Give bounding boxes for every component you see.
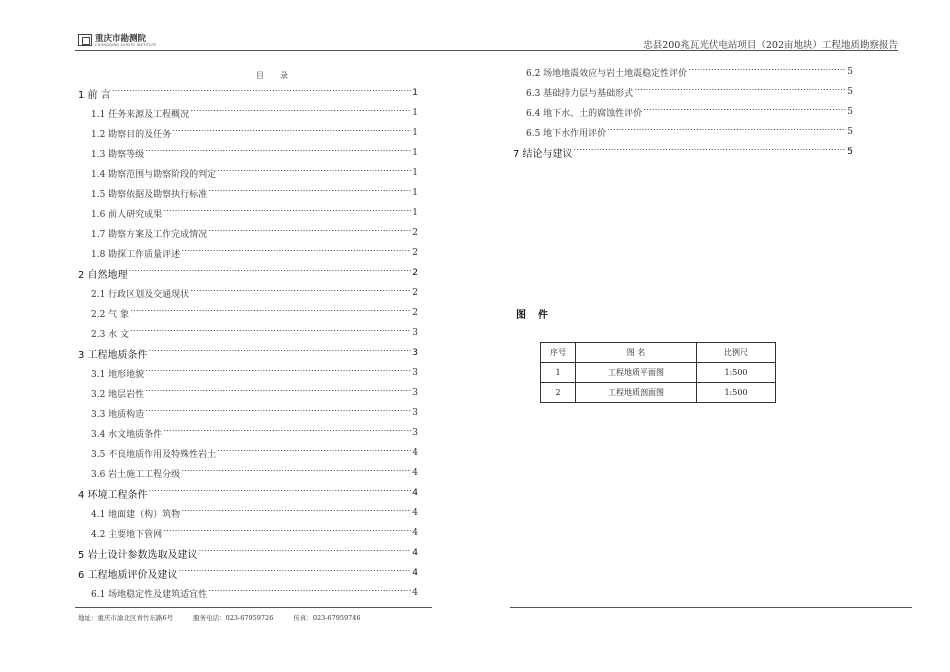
toc-leader-dots: [145, 410, 411, 417]
table-row: [541, 363, 776, 383]
toc-entry[interactable]: [513, 62, 853, 82]
toc-entry-page: 1: [412, 128, 418, 138]
toc-entry-page: 4: [412, 588, 418, 598]
figure-name: 工程地质剖面图: [576, 383, 697, 403]
toc-leader-dots: [181, 470, 411, 477]
toc-entry[interactable]: [78, 563, 418, 583]
toc-leader-dots: [181, 250, 411, 257]
figure-index: 2: [541, 383, 576, 403]
toc-entry-page: 5: [847, 107, 853, 117]
toc-entry-title: 6 工程地质评价及建议: [78, 569, 178, 581]
figures-table-header: [541, 343, 776, 363]
toc-entry[interactable]: [78, 283, 418, 303]
toc-right-column: [513, 62, 853, 162]
toc-entry-title: 3 工程地质条件: [78, 349, 148, 361]
table-row: [541, 383, 776, 403]
toc-entry[interactable]: [78, 423, 418, 443]
toc-entry-page: 4: [412, 528, 418, 538]
toc-entry-title: 2.2 气 象: [91, 309, 130, 320]
toc-entry-title: 3.4 水文地质条件: [91, 429, 163, 440]
toc-heading: [256, 70, 304, 81]
toc-entry-title: 4.2 主要地下管网: [91, 529, 163, 540]
toc-entry-title: 1.1 任务来源及工程概况: [91, 109, 190, 120]
toc-heading-char: 目: [256, 71, 264, 80]
toc-entry[interactable]: [78, 503, 418, 523]
footer-service-phone: 服务电话：023-67959726: [193, 614, 274, 622]
toc-entry[interactable]: [78, 583, 418, 603]
toc-entry-title: 3.1 地形地貌: [91, 369, 145, 380]
toc-entry-page: 1: [412, 208, 418, 218]
toc-entry-page: 4: [412, 548, 418, 558]
toc-entry[interactable]: [78, 463, 418, 483]
figure-name: 工程地质平面图: [576, 363, 697, 383]
toc-entry-title: 3.6 岩土施工工程分级: [91, 469, 181, 480]
column-header-index: 序号: [541, 343, 576, 363]
toc-entry[interactable]: [513, 82, 853, 102]
toc-entry-title: 3.2 地层岩性: [91, 389, 145, 400]
toc-entry-page: 5: [847, 87, 853, 97]
toc-leader-dots: [208, 190, 411, 197]
toc-entry-page: 5: [847, 67, 853, 77]
figures-heading: [516, 306, 560, 321]
toc-leader-dots: [130, 310, 411, 317]
figure-scale: 1:500: [697, 363, 776, 383]
toc-leader-dots: [607, 129, 846, 136]
toc-entry-page: 3: [412, 408, 418, 418]
toc-entry-title: 1.5 勘察依据及勘察执行标准: [91, 189, 208, 200]
toc-entry[interactable]: [513, 102, 853, 122]
toc-entry-page: 4: [412, 468, 418, 478]
footer-divider: [75, 607, 432, 608]
institute-logo: [78, 33, 188, 49]
toc-entry[interactable]: [78, 103, 418, 123]
toc-entry-title: 4 环境工程条件: [78, 489, 148, 501]
header-divider: [75, 50, 898, 51]
toc-entry[interactable]: [78, 323, 418, 343]
figures-heading-char: 件: [538, 310, 548, 321]
toc-leader-dots: [149, 490, 412, 497]
toc-leader-dots: [688, 69, 846, 76]
toc-entry-page: 3: [412, 328, 418, 338]
toc-entry-page: 4: [412, 448, 418, 458]
figures-table: [540, 342, 776, 403]
toc-entry-page: 3: [412, 348, 418, 358]
toc-entry-title: 2.1 行政区划及交通现状: [91, 289, 190, 300]
report-title: 忠县200兆瓦光伏电站项目（202亩地块）工程地质勘察报告: [643, 40, 898, 51]
institute-emblem-icon: [78, 34, 92, 46]
toc-entry-title: 1.7 勘察方案及工作完成情况: [91, 229, 208, 240]
toc-leader-dots: [172, 130, 411, 137]
toc-entry-page: 2: [412, 308, 418, 318]
toc-entry-page: 1: [412, 148, 418, 158]
toc-entry-title: 3.5 不良地质作用及特殊性岩土: [91, 449, 217, 460]
toc-entry-title: 5 岩土设计参数选取及建议: [78, 549, 198, 561]
toc-entry-title: 4.1 地面建（构）筑物: [91, 509, 181, 520]
toc-entry-title: 7 结论与建议: [513, 148, 573, 160]
toc-entry-title: 2.3 水 文: [91, 329, 130, 340]
toc-leader-dots: [149, 350, 412, 357]
toc-entry-page: 5: [847, 147, 853, 157]
figure-scale: 1:500: [697, 383, 776, 403]
toc-leader-dots: [208, 590, 411, 597]
toc-entry[interactable]: [78, 223, 418, 243]
toc-entry-page: 2: [412, 288, 418, 298]
toc-entry-title: 6.3 基础持力层与基础形式: [526, 88, 634, 99]
toc-entry-title: 1.4 勘察范围与勘察阶段的判定: [91, 169, 217, 180]
toc-entry[interactable]: [78, 243, 418, 263]
toc-entry-title: 6.2 场地地震效应与岩土地震稳定性评价: [526, 68, 688, 79]
toc-entry-page: 3: [412, 368, 418, 378]
toc-entry-title: 6.1 场地稳定性及建筑适宜性: [91, 589, 208, 600]
toc-entry[interactable]: [513, 142, 853, 162]
toc-leader-dots: [217, 170, 411, 177]
toc-entry-page: 1: [412, 108, 418, 118]
column-header-name: 图 名: [576, 343, 697, 363]
toc-entry-title: 1.8 勘探工作质量评述: [91, 249, 181, 260]
toc-leader-dots: [130, 330, 411, 337]
column-header-scale: 比例尺: [697, 343, 776, 363]
toc-entry-page: 1: [412, 188, 418, 198]
toc-entry-title: 1.2 勘察目的及任务: [91, 129, 172, 140]
toc-entry-page: 2: [412, 228, 418, 238]
toc-leader-dots: [181, 510, 411, 517]
toc-entry[interactable]: [78, 303, 418, 323]
toc-entry[interactable]: [78, 263, 418, 283]
toc-entry-title: 1.6 前人研究成果: [91, 209, 163, 220]
footer-address: 地址：重庆市渝北区青竹东路6号: [78, 614, 174, 622]
toc-entry[interactable]: [78, 123, 418, 143]
figures-heading-char: 图: [516, 310, 526, 321]
toc-entry-title: 2 自然地理: [78, 269, 128, 281]
toc-entry[interactable]: [78, 483, 418, 503]
toc-leader-dots: [179, 570, 412, 577]
toc-leader-dots: [643, 109, 846, 116]
toc-entry-title: 1 前 言: [78, 89, 111, 101]
toc-entry-page: 3: [412, 428, 418, 438]
toc-leader-dots: [190, 290, 411, 297]
toc-entry[interactable]: [78, 143, 418, 163]
toc-leader-dots: [145, 390, 411, 397]
toc-leader-dots: [190, 110, 411, 117]
toc-entry-page: 2: [412, 268, 418, 278]
footer-fax: 传真：023-67959746: [293, 614, 361, 622]
toc-leader-dots: [163, 430, 411, 437]
toc-entry-page: 4: [412, 508, 418, 518]
toc-leader-dots: [145, 150, 411, 157]
toc-entry[interactable]: [78, 183, 418, 203]
logo-subtitle: CHONGQING SURVEY INSTITUTE: [95, 43, 157, 47]
toc-entry[interactable]: [78, 203, 418, 223]
toc-leader-dots: [129, 270, 412, 277]
toc-entry[interactable]: [78, 403, 418, 423]
toc-entry[interactable]: [513, 122, 853, 142]
toc-entry[interactable]: [78, 363, 418, 383]
toc-entry-page: 4: [412, 488, 418, 498]
toc-entry-page: 3: [412, 388, 418, 398]
toc-entry[interactable]: [78, 443, 418, 463]
toc-entry-title: 3.3 地质构造: [91, 409, 145, 420]
toc-leader-dots: [145, 370, 411, 377]
footer-divider: [510, 607, 912, 608]
page-footer: [78, 613, 381, 622]
toc-entry-page: 4: [412, 568, 418, 578]
toc-leader-dots: [112, 90, 412, 97]
toc-leader-dots: [199, 550, 412, 557]
toc-leader-dots: [217, 450, 411, 457]
toc-entry[interactable]: [78, 83, 418, 103]
toc-entry[interactable]: [78, 383, 418, 403]
toc-left-column: [78, 83, 418, 603]
toc-leader-dots: [208, 230, 411, 237]
toc-leader-dots: [634, 89, 846, 96]
logo-name: 重庆市勘测院: [95, 34, 147, 44]
toc-entry-page: 5: [847, 127, 853, 137]
figure-index: 1: [541, 363, 576, 383]
toc-entry[interactable]: [78, 543, 418, 563]
toc-leader-dots: [574, 149, 847, 156]
toc-entry-title: 1.3 勘察等级: [91, 149, 145, 160]
toc-entry-page: 1: [412, 88, 418, 98]
toc-entry[interactable]: [78, 523, 418, 543]
toc-leader-dots: [163, 210, 411, 217]
toc-entry-title: 6.5 地下水作用评价: [526, 128, 607, 139]
toc-entry[interactable]: [78, 343, 418, 363]
toc-entry-title: 6.4 地下水、土的腐蚀性评价: [526, 108, 643, 119]
toc-entry[interactable]: [78, 163, 418, 183]
toc-entry-page: 1: [412, 168, 418, 178]
toc-leader-dots: [163, 530, 411, 537]
toc-entry-page: 2: [412, 248, 418, 258]
toc-heading-char: 录: [280, 71, 288, 80]
